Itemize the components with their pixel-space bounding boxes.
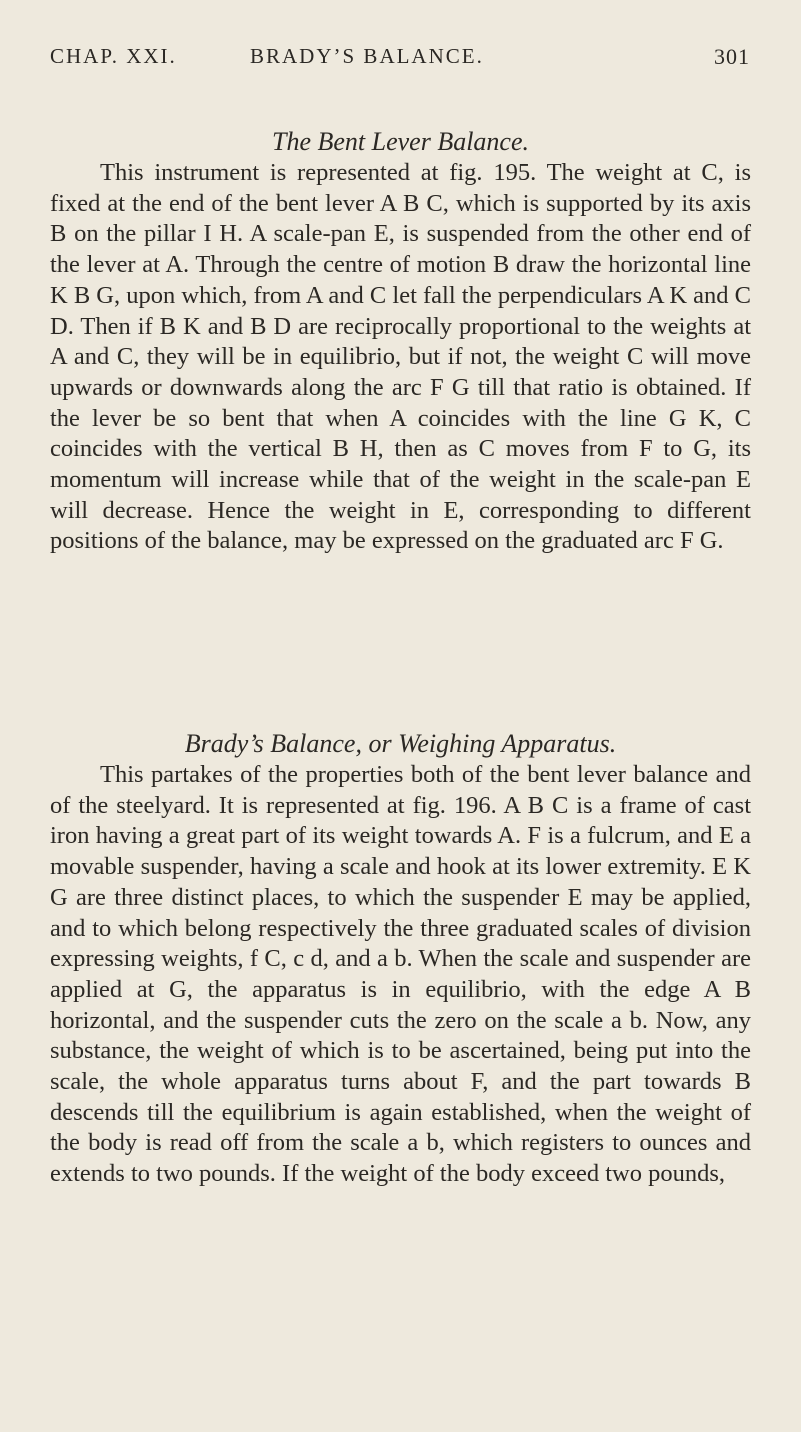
chapter-label: CHAP. XXI. xyxy=(50,44,177,68)
running-head xyxy=(50,44,750,80)
section-body-bent-lever: This instrument is represented at fig. 195. The weight at C, is fixed at the end of the bent lever A B C, which is supported by its axis B on the pillar I H. A scale-pan E, is suspended from the other end of the lever at A. Through the centre of motion B draw the horizontal line K B G, upon which, from A and C let fall the perpendiculars A K and C D. Then if B K and B D are reciprocally proportional to the weights at A and C, they will be in equilibrio, but if not, the weight C will move upwards or downwards along the arc F G till that ratio is obtained. If the lever be so bent that when A coincides with the line G K, C coincides with the vertical B H, then as C moves from F to G, its momentum will increase while that of the weight in the scale-pan E will decrease. Hence the weight in E, corresponding to different positions of the balance, may be expressed on the graduated arc F G. xyxy=(50,159,751,555)
page-number: 301 xyxy=(714,44,750,69)
running-title: BRADY’S BALANCE. xyxy=(250,44,484,68)
section-heading-bent-lever: The Bent Lever Balance. xyxy=(271,127,530,156)
section-heading-bradys-balance: Brady’s Balance, or Weighing Apparatus. xyxy=(184,729,617,758)
section-body-bradys-balance: This partakes of the properties both of the bent lever balance and of the steelyard. It is represented at fig. 196. A B C is a frame of cast iron having a great part of its weight towards A. F is a fulcrum, and E a movable suspender, having a scale and hook at its lower extremity. E K G are three distinct places, to which the suspender E may be applied, and to which belong respectively the three graduated scales of division expressing weights, f C, c d, and a b. When the scale and suspender are applied at G, the apparatus is in equilibrio, with the edge A B horizontal, and the suspender cuts the zero on the scale a b. Now, any substance, the weight of which is to be ascertained, being put into the scale, the whole apparatus turns about F, and the part towards B descends till the equilibrium is again established, when the weight of the body is read off from the scale a b, which registers to ounces and extends to two pounds. If the weight of the body exceed two pounds, xyxy=(50,761,751,1188)
